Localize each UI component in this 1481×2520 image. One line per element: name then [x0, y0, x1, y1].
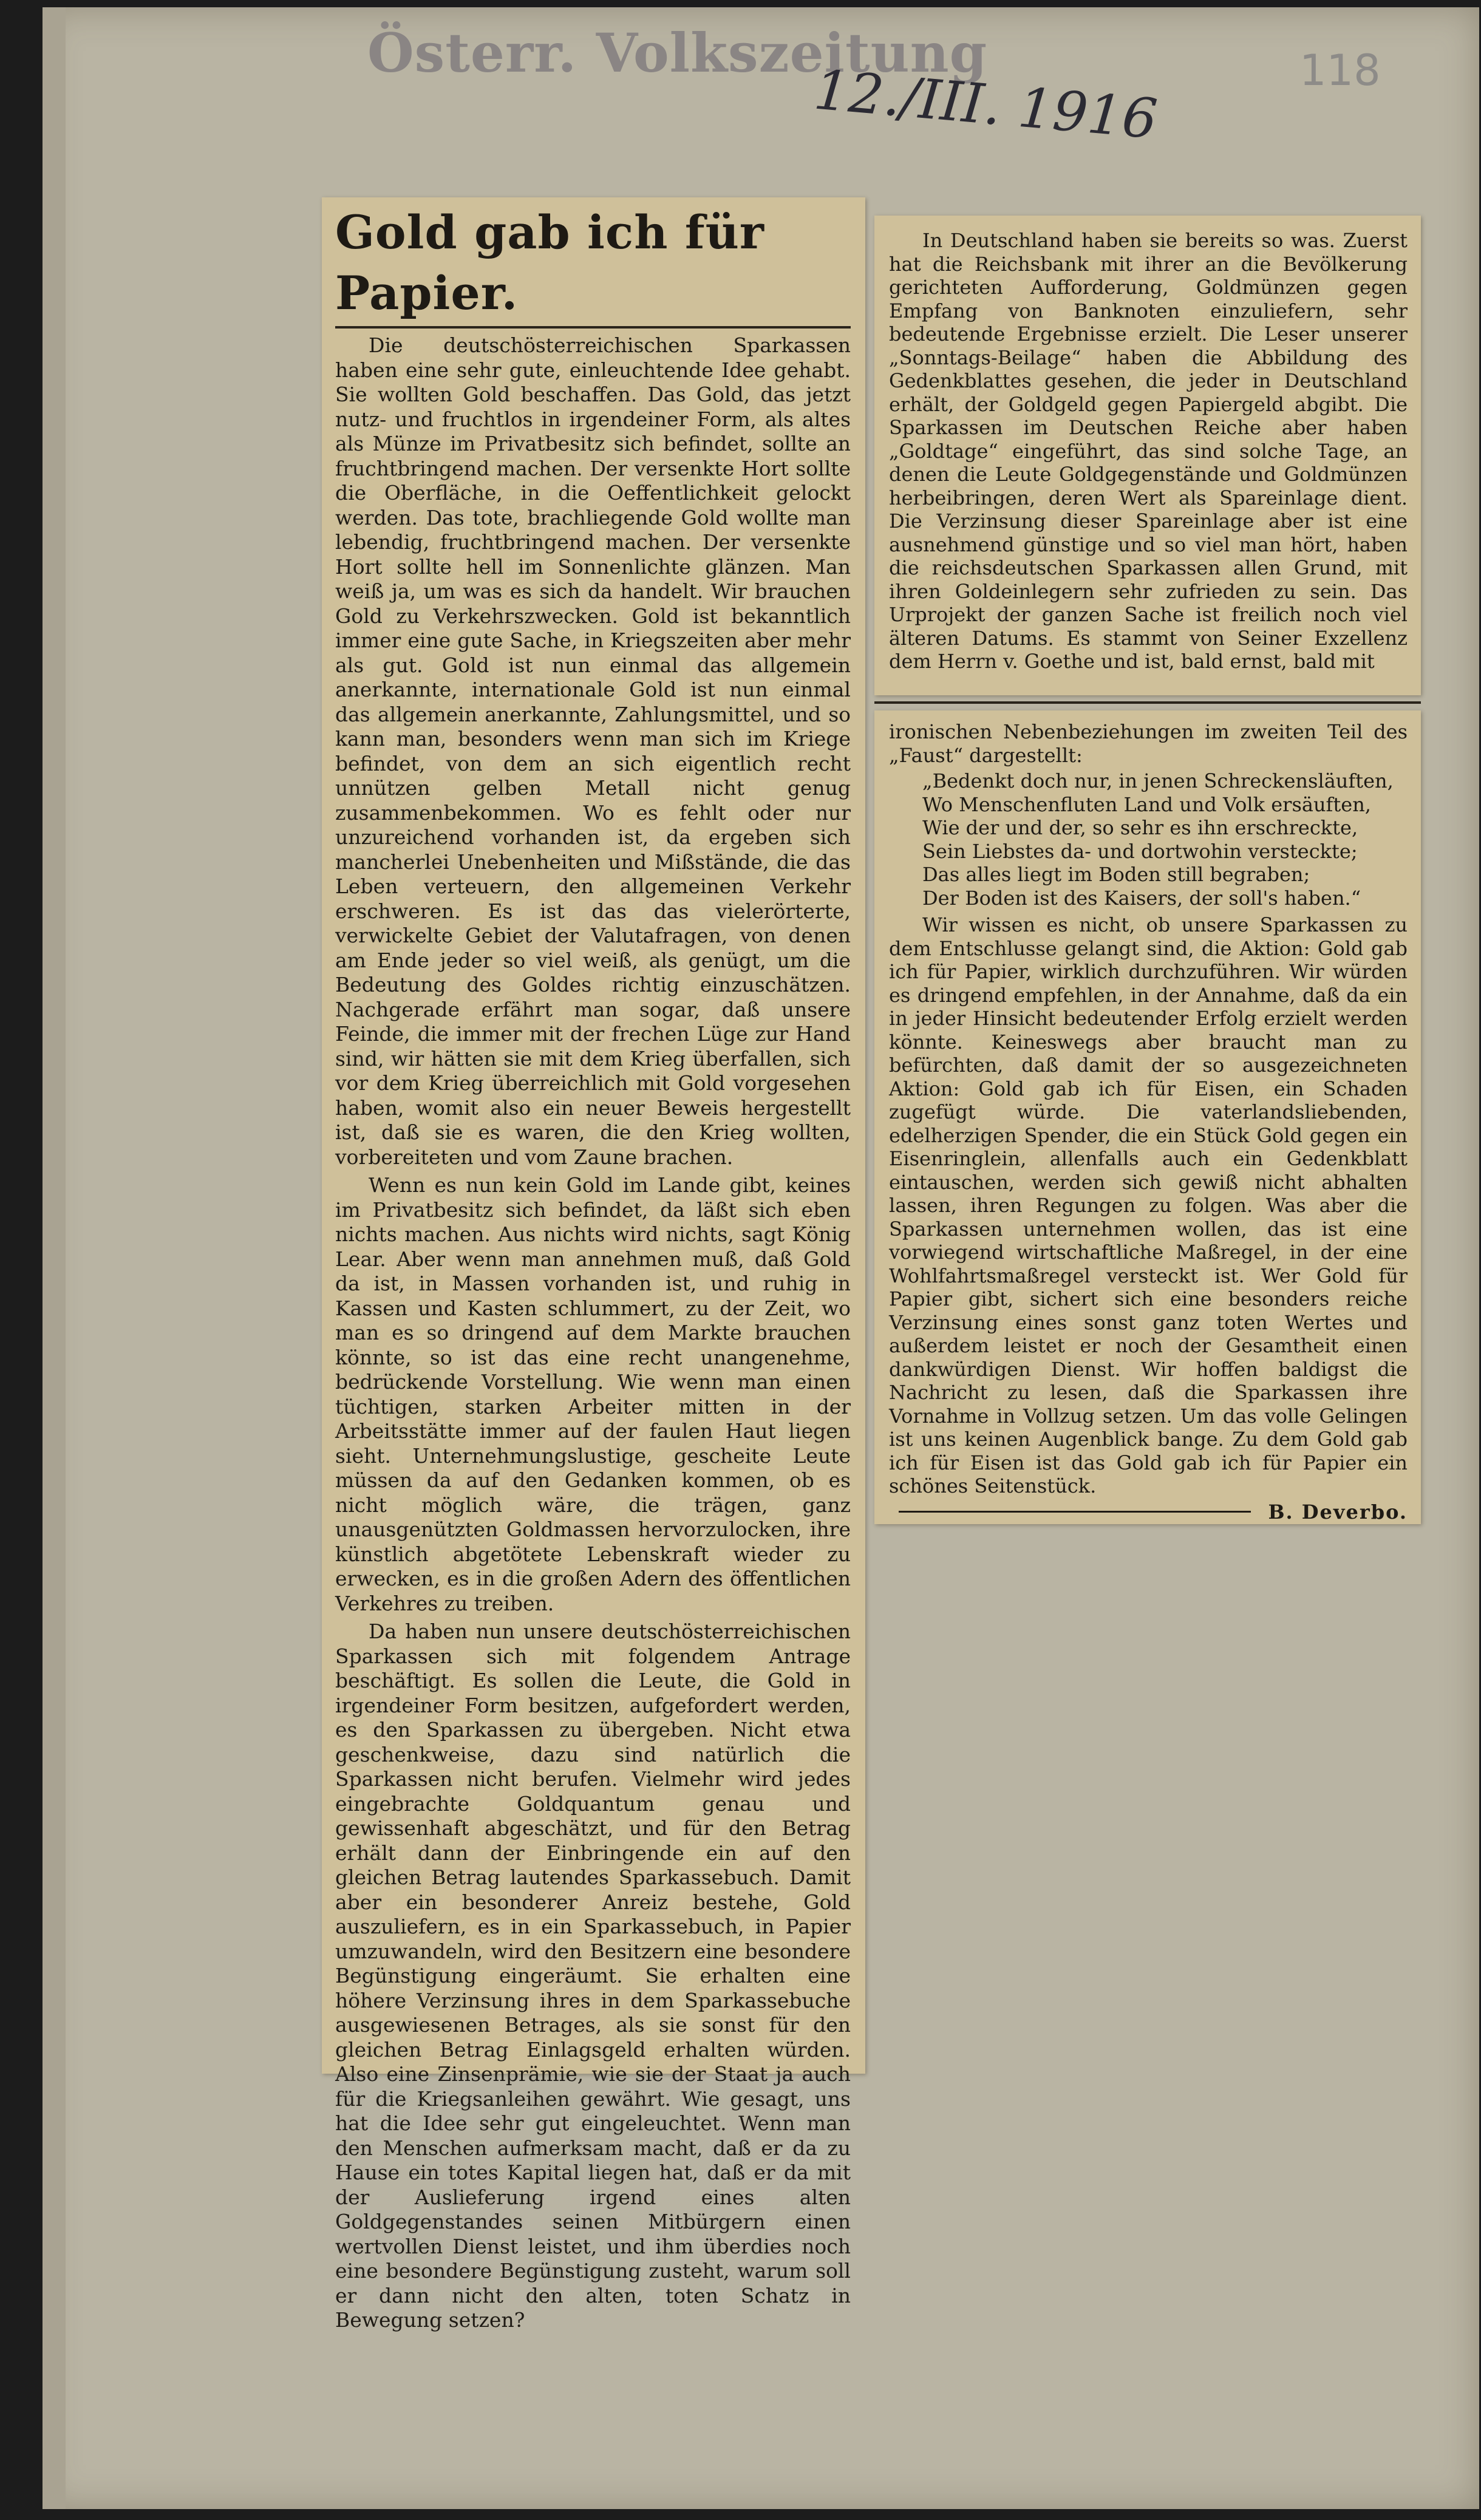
quote-line: Das alles liegt im Boden still begraben; [922, 863, 1310, 886]
article-paragraph: Da haben nun unsere deutschösterreichischen Sparkassen sich mit folgendem Antrage beschäftigt. Es sollen die Leute, die Gold in irgendeiner Form besitzen, aufgefordert werden, es den Sparkassen zu übergeben. Nicht etwa geschenkweise, dazu sind natürlich die Sparkassen nicht berufen. Vielmehr wird jedes eingebrachte Goldquantum genau und gewissenhaft abgeschätzt, und für den Betrag erhält dann der Einbringende ein auf den gleichen Betrag lautendes Sparkassebuch. Damit aber ein besonderer Anreiz bestehe, Gold auszuliefern, es in ein Sparkassebuch, in Papier umzuwandeln, wird den Besitzern eine besondere Begünstigung eingeräumt. Sie erhalten eine höhere Verzinsung ihres in dem Sparkassebuche ausgewiesenen Betrages, als sie sonst für den gleichen Betrag Einlagsgeld erhalten würden. Also eine Zinsenprämie, wie sie der Staat ja auch für die Kriegsanleihen gewährt. Wie gesagt, uns hat die Idee sehr gut eingeleuchtet. Wenn man den Menschen aufmerksam macht, daß er da zu Hause ein totes Kapital liegen hat, daß er da mit der Auslieferung irgend eines alten Goldgegenstandes seinen Mitbürgern einen wertvollen Dienst leistet, und ihm überdies noch eine besondere Begünstigung zusteht, warum soll er dann nicht den alten, toten Schatz in Bewegung setzen? [335, 1619, 851, 2332]
article-paragraph: Wir wissen es nicht, ob unsere Sparkassen zu dem Entschlusse gelangt sind, die Aktion: Gold gab ich für Papier, wirklich durchzuführen. Wir würden es dringend empfehlen, in der Annahme, daß da ein in jeder Hinsicht bedeutender Erfolg erzielt werden könnte. Keineswegs aber braucht man zu befürchten, daß damit der so ausgezeichneten Aktion: Gold gab ich für Eisen, ein Schaden zugefügt würde. Die vaterlandsliebenden, edelherzigen Spender, die ein Stück Gold gegen ein Eisenringlein, allenfalls auch ein Gedenkblatt eintauschen, werden sich gewiß nicht abhalten lassen, ihren Regungen zu folgen. Was aber die Sparkassen unternehmen wollen, das ist eine vorwiegend wirtschaftliche Maßregel, in der eine Wohlfahrtsmaßregel versteckt ist. Wer Gold für Papier gibt, sichert sich eine besonders reiche Verzinsung eines sonst ganz toten Wertes und außerdem leistet er noch der Gesamtheit einen dankwürdigen Dienst. Wir hoffen baldigst die Nachricht zu lesen, daß die Sparkassen ihre Vornahme in Vollzug setzen. Um das volle Gelingen ist uns keinen Augenblick bange. Zu dem Gold gab ich für Eisen ist das Gold gab ich für Papier ein schönes Seitenstück. [889, 913, 1408, 1497]
article-headline: Gold gab ich für Papier. [335, 202, 851, 329]
column-divider-rule [874, 701, 1421, 704]
newspaper-source-stamp: Österr. Volkszeitung [367, 21, 988, 84]
author-signature: B. Deverbo. [1268, 1500, 1408, 1524]
quote-line: Wie der und der, so sehr es ihn erschreckte, [922, 816, 1358, 839]
quote-line: „Bedenkt doch nur, in jenen Schreckensläuften, [922, 769, 1394, 792]
article-paragraph: In Deutschland haben sie bereits so was. Zuerst hat die Reichsbank mit ihrer an die Bevölkerung gerichteten Aufforderung, Goldmünzen gegen Empfang von Banknoten einzuliefern, sehr bedeutende Ergebnisse erzielt. Die Leser unserer „Sonntags-Beilage“ haben die Abbildung des Gedenkblattes gesehen, die jeder in Deutschland erhält, der Goldgeld gegen Papiergeld abgibt. Die Sparkassen im Deutschen Reiche aber haben „Goldtage“ eingeführt, das sind solche Tage, an denen die Leute Goldgegenstände und Goldmünzen herbeibringen, deren Wert als Spareinlage dient. Die Verzinsung dieser Spareinlage aber ist eine ausnehmend günstige und so viel man hört, haben die reichsdeutschen Sparkassen allen Grund, mit ihren Goldeinlegern sehr zufrieden zu sein. Das Urprojekt der ganzen Sache ist freilich noch viel älteren Datums. Es stammt von Seiner Exzellenz dem Herrn v. Goethe und ist, bald ernst, bald mit [889, 229, 1408, 673]
quote-line: Sein Liebstes da- und dortwohin versteckte; [922, 839, 1358, 863]
quote-line: Wo Menschenfluten Land und Volk ersäuften, [922, 792, 1371, 816]
sheet-edge-stripe [43, 7, 66, 2509]
faust-quote [922, 769, 1408, 910]
signature-row [889, 1500, 1408, 1524]
handwritten-date: 12./III. 1916 [811, 58, 1160, 152]
signature-rule [899, 1511, 1251, 1513]
clipping-column-left [322, 197, 865, 2332]
article-paragraph: ironischen Nebenbeziehungen im zweiten Teil des „Faust“ dargestellt: [889, 720, 1408, 767]
quote-line: Der Boden ist des Kaisers, der soll's haben.“ [922, 886, 1361, 910]
clipping-column-right-bottom [874, 710, 1421, 1524]
handwritten-page-number: 118 [1299, 46, 1381, 95]
article-paragraph: Die deutschösterreichischen Sparkassen haben eine sehr gute, einleuchtende Idee gehabt. Sie wollten Gold beschaffen. Das Gold, das jetzt nutz- und fruchtlos in irgendeiner Form, als altes als Münze im Privatbesitz sich befindet, sollte an fruchtbringend machen. Der versenkte Hort sollte die Oberfläche, in die Oeffentlichkeit gelockt werden. Das tote, brachliegende Gold wollte man lebendig, fruchtbringend machen. Der versenkte Hort sollte hell im Sonnenlichte glänzen. Man weiß ja, um was es sich da handelt. Wir brauchen Gold zu Verkehrszwecken. Gold ist bekanntlich immer eine gute Sache, in Kriegszeiten aber mehr als gut. Gold ist nun einmal das allgemein anerkannte, internationale Gold ist nun einmal das allgemein anerkannte, Zahlungsmittel, und so kann man, besonders wenn man sich im Kriege befindet, von dem an sich eigentlich recht unnützen gelben Metall nicht genug zusammenbekommen. Wo es fehlt oder nur unzureichend vorhanden ist, da ergeben sich mancherlei Unebenheiten und Mißstände, die das Leben verteuern, den allgemeinen Verkehr erschweren. Es ist das das vielerörterte, verwickelte Gebiet der Valutafragen, von denen am Ende jeder so viel weiß, als genügt, um die Bedeutung des Goldes richtig einzuschätzen. Nachgerade erfährt man sogar, daß unsere Feinde, die immer mit der frechen Lüge zur Hand sind, wir hätten sie mit dem Krieg überfallen, sich vor dem Krieg überreichlich mit Gold vorgesehen haben, womit also ein neuer Beweis hergestellt ist, daß sie es waren, die den Krieg wollten, vorbereiteten und vom Zaune brachen. [335, 333, 851, 1169]
article-paragraph: Wenn es nun kein Gold im Lande gibt, keines im Privatbesitz sich befindet, da läßt sich eben nichts machen. Aus nichts wird nichts, sagt König Lear. Aber wenn man annehmen muß, daß Gold da ist, in Massen vorhanden ist, und ruhig in Kassen und Kasten schlummert, zu der Zeit, wo man es so dringend auf dem Markte brauchen könnte, so ist das eine recht unangenehme, bedrückende Vorstellung. Wie wenn man einen tüchtigen, starken Arbeiter mitten in der Arbeitsstätte immer auf der faulen Haut liegen sieht. Unternehmungslustige, gescheite Leute müssen da auf den Gedanken kommen, ob es nicht möglich wäre, die trägen, ganz unausgenützten Goldmassen hervorzulocken, ihre künstlich abgetötete Lebenskraft wieder zu erwecken, es in die großen Adern des öffentlichen Verkehres zu treiben. [335, 1173, 851, 1615]
clipping-column-right-top [874, 216, 1421, 695]
